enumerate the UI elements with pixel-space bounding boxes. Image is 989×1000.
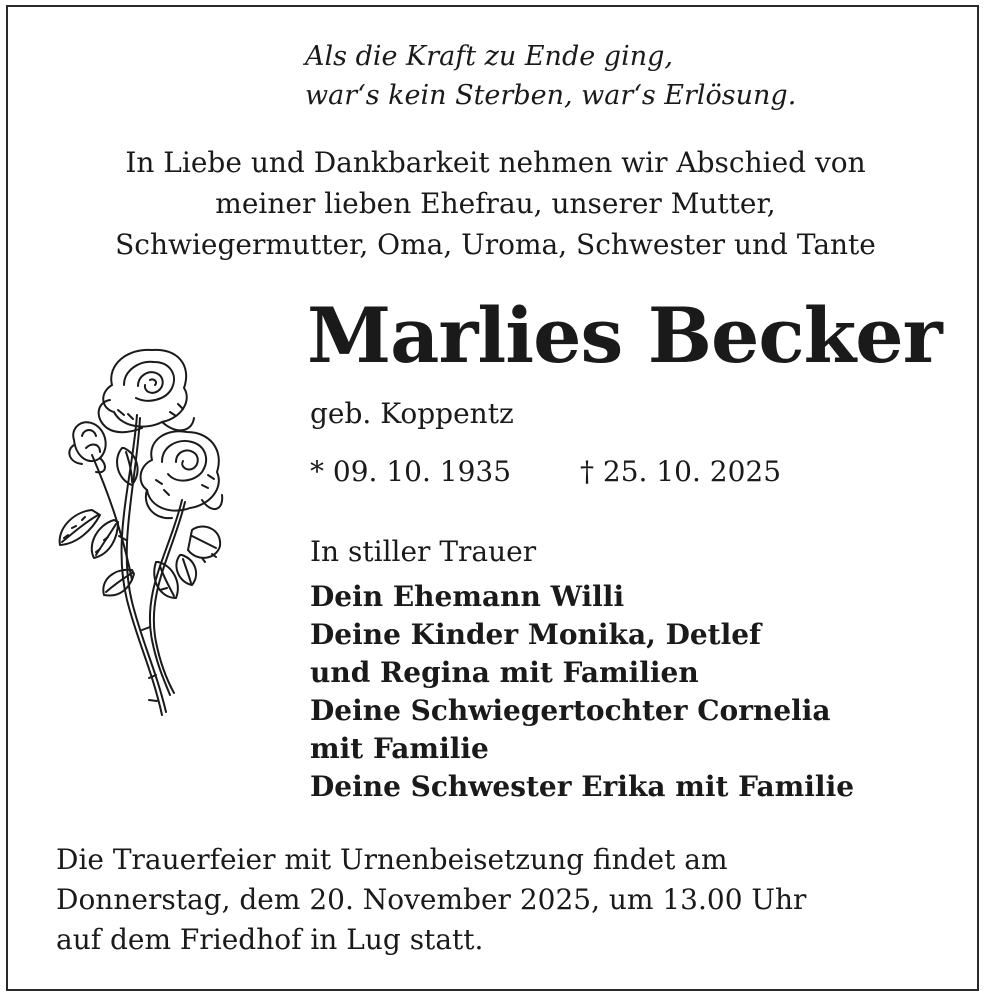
ceremony-info	[56, 840, 806, 960]
motto-line-2: war‘s kein Sterben, war‘s Erlösung.	[305, 80, 797, 111]
intro-line-3: Schwiegermutter, Oma, Uroma, Schwester und Tante	[115, 228, 876, 261]
ceremony-line-1: Die Trauerfeier mit Urnenbeisetzung findet am	[56, 843, 728, 876]
mourner-line: und Regina mit Familien	[310, 656, 699, 689]
born-name: geb. Koppentz	[310, 397, 514, 430]
mourner-line: mit Familie	[310, 732, 489, 765]
mourners-list	[310, 578, 854, 806]
ceremony-line-2: Donnerstag, dem 20. November 2025, um 13.00 Uhr	[56, 883, 807, 916]
mourner-line: Deine Kinder Monika, Detlef	[310, 618, 762, 651]
rose-icon	[52, 340, 232, 725]
deceased-name: Marlies Becker	[307, 291, 942, 380]
mourner-line: Deine Schwiegertochter Cornelia	[310, 694, 831, 727]
intro-text	[40, 142, 951, 265]
birth-date: * 09. 10. 1935	[310, 455, 512, 488]
mourner-line: Deine Schwester Erika mit Familie	[310, 770, 855, 803]
death-date: † 25. 10. 2025	[580, 455, 782, 488]
mourner-line: Dein Ehemann Willi	[310, 580, 625, 613]
motto	[305, 37, 796, 115]
mourning-heading: In stiller Trauer	[310, 535, 537, 568]
intro-line-2: meiner lieben Ehefrau, unserer Mutter,	[215, 187, 776, 220]
motto-line-1: Als die Kraft zu Ende ging,	[305, 41, 673, 72]
intro-line-1: In Liebe und Dankbarkeit nehmen wir Abschied von	[125, 146, 866, 179]
life-dates	[310, 452, 830, 492]
ceremony-line-3: auf dem Friedhof in Lug statt.	[56, 923, 484, 956]
